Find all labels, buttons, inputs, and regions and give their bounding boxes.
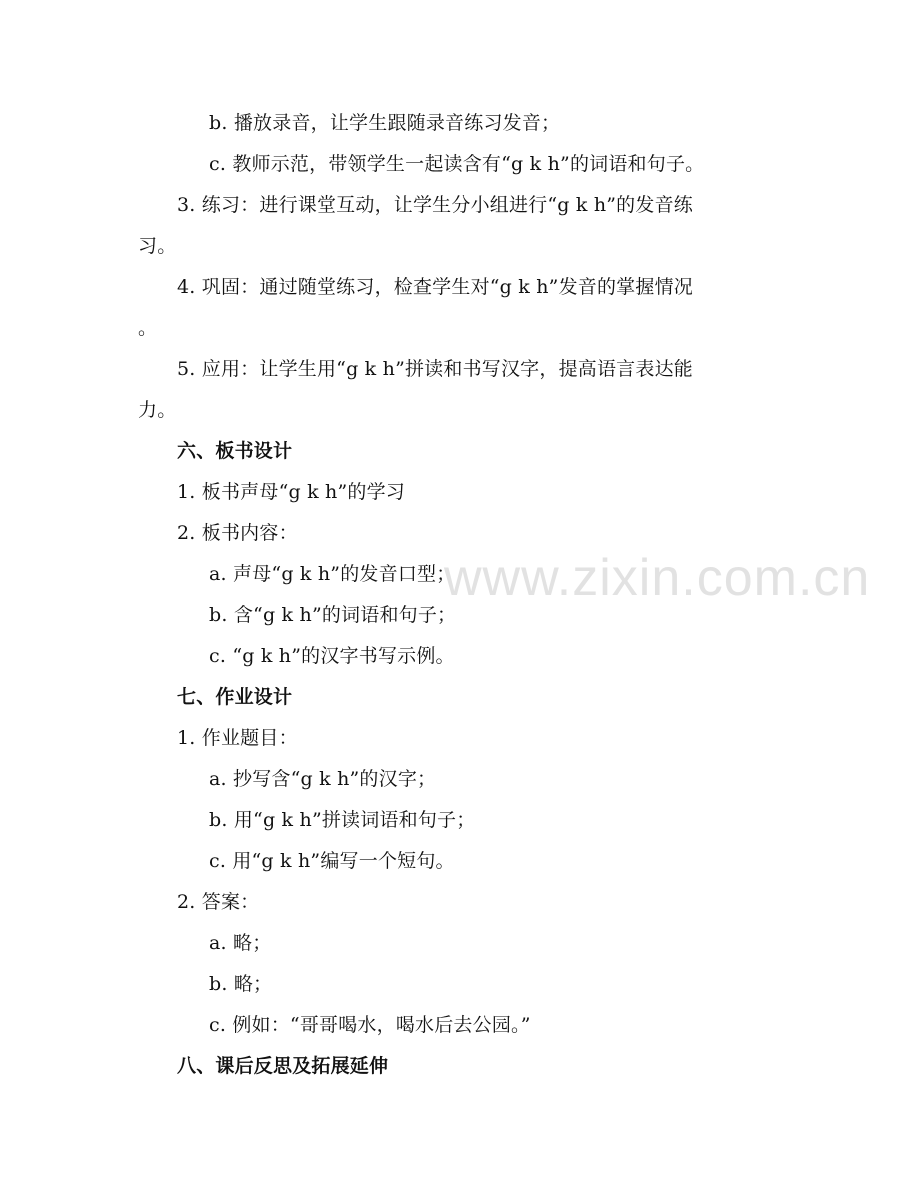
list-item: a. 声母“g k h”的发音口型； <box>209 563 456 585</box>
list-item-continuation: 习。 <box>138 235 177 257</box>
list-item: a. 略； <box>209 932 272 954</box>
list-item: 3. 练习：进行课堂互动，让学生分小组进行“g k h”的发音练 <box>177 194 693 216</box>
list-item: c. 例如：“哥哥喝水，喝水后去公园。” <box>209 1014 531 1036</box>
list-item: b. 略； <box>209 973 273 995</box>
section-heading: 八、课后反思及拓展延伸 <box>177 1055 389 1077</box>
list-item-continuation: 力。 <box>138 399 177 421</box>
list-item: 1. 板书声母“g k h”的学习 <box>177 481 405 503</box>
list-item: b. 用“g k h”拼读词语和句子； <box>209 809 476 831</box>
list-item: c. “g k h”的汉字书写示例。 <box>209 645 455 667</box>
watermark-text: www.zixin.com.cn <box>444 549 871 607</box>
list-item: c. 用“g k h”编写一个短句。 <box>209 850 455 872</box>
list-item: 4. 巩固：通过随堂练习，检查学生对“g k h”发音的掌握情况 <box>177 276 693 298</box>
list-item: a. 抄写含“g k h”的汉字； <box>209 768 437 790</box>
list-item: 2. 答案： <box>177 891 260 913</box>
list-item: c. 教师示范，带领学生一起读含有“g k h”的词语和句子。 <box>209 153 705 175</box>
list-item: b. 播放录音，让学生跟随录音练习发音； <box>209 112 561 134</box>
list-item: 5. 应用：让学生用“g k h”拼读和书写汉字，提高语言表达能 <box>177 358 693 380</box>
section-heading: 七、作业设计 <box>177 686 293 708</box>
list-item-continuation: 。 <box>138 317 158 339</box>
list-item: 2. 板书内容： <box>177 522 298 544</box>
list-item: 1. 作业题目： <box>177 727 298 749</box>
list-item: b. 含“g k h”的词语和句子； <box>209 604 457 626</box>
section-heading: 六、板书设计 <box>177 440 293 462</box>
